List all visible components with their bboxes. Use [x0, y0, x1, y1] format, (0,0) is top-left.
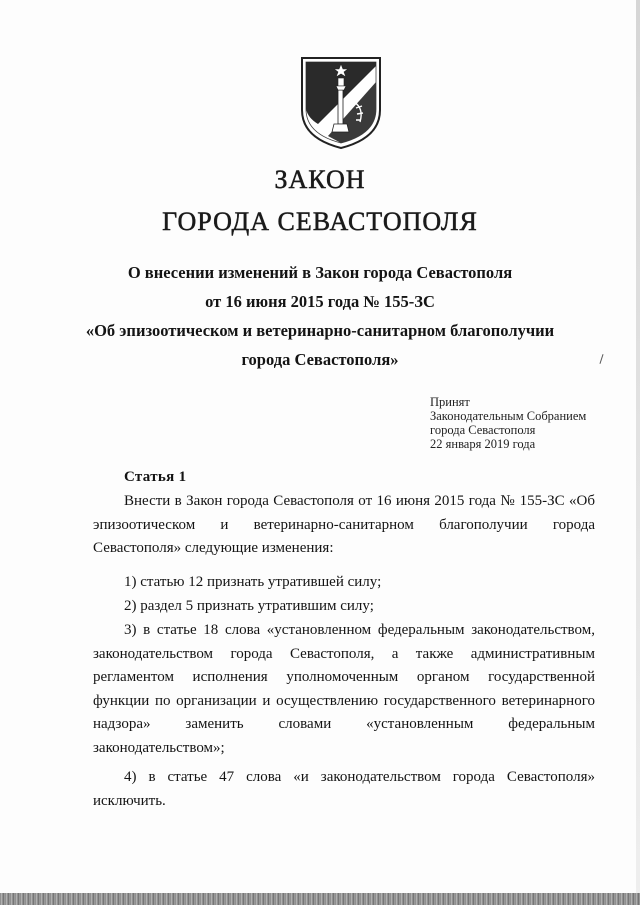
law-subject	[0, 258, 640, 374]
adoption-line: города Севастополя	[430, 423, 536, 437]
article-heading: Статья 1	[124, 469, 187, 485]
adoption-line: Принят	[430, 395, 470, 409]
law-title: ЗАКОН	[274, 165, 366, 194]
city-title: ГОРОДА СЕВАСТОПОЛЯ	[162, 207, 478, 236]
article-item-4: 4) в статье 47 слова «и законодательством города Севастополя» исключить.	[93, 769, 595, 809]
article-intro: Внести в Закон города Севастополя от 16 июня 2015 года № 155-ЗС «Об эпизоотическом и ветеринарно-санитарном благополучии города Севастополя» следующие изменения:	[93, 493, 595, 556]
subject-line: от 16 июня 2015 года № 155-ЗС	[205, 292, 435, 311]
article-item-1: 1) статью 12 признать утратившей силу;	[124, 574, 382, 590]
subject-line: «Об эпизоотическом и ветеринарно-санитарном благополучии	[85, 321, 555, 340]
article-item-2: 2) раздел 5 признать утратившим силу;	[124, 598, 374, 614]
adoption-date: 22 января 2019 года	[430, 437, 536, 451]
article-item-3: 3) в статье 18 слова «установленном федеральным законодательством, законодательством города Севастополя, а также административным регламентом исполнения уполномоченным органом государственной функции по организации и осуществлению государственного ветеринарного надзора» заменить словами «установленным федеральным законодательством»;	[93, 622, 595, 756]
subject-line: О внесении изменений в Закон города Севастополя	[127, 263, 513, 282]
adoption-line: Законодательным Собранием	[430, 409, 587, 423]
scan-edge	[0, 893, 640, 905]
scan-edge	[636, 0, 640, 905]
subject-line: города Севастополя»	[241, 350, 399, 369]
adoption-note	[430, 395, 586, 451]
sevastopol-coat-of-arms-icon	[298, 52, 384, 150]
